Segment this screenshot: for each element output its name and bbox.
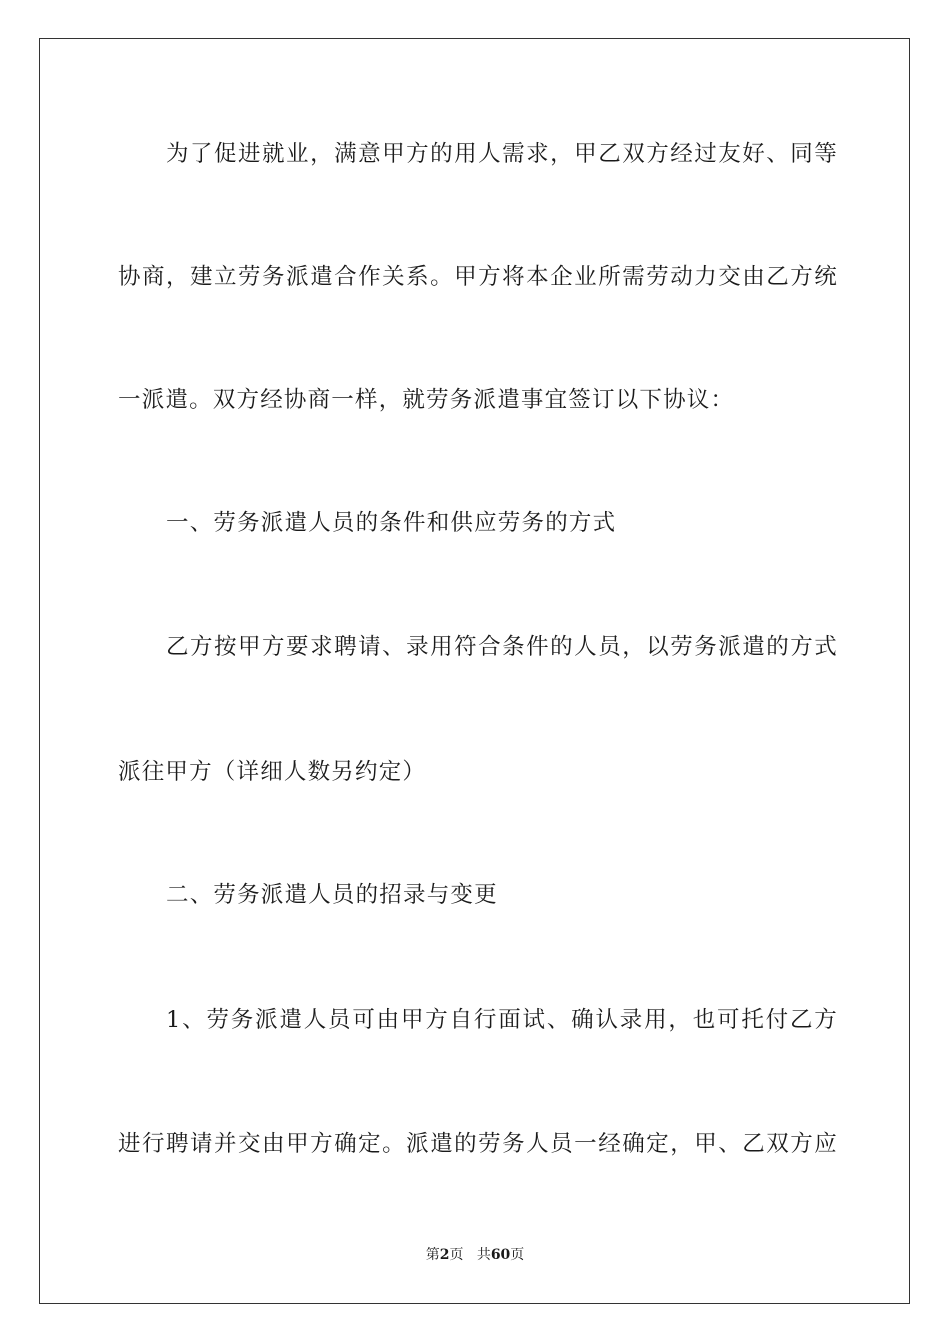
section-heading-1: 一、劳务派遣人员的条件和供应劳务的方式 bbox=[166, 510, 617, 536]
paragraph-section2-line-2: 进行聘请并交由甲方确定。派遣的劳务人员一经确定，甲、乙双方应 bbox=[118, 1131, 838, 1157]
page-footer bbox=[0, 1246, 950, 1264]
section-heading-2: 二、劳务派遣人员的招录与变更 bbox=[166, 882, 498, 908]
page-prefix: 第 bbox=[425, 1247, 440, 1263]
page-number: 2 bbox=[439, 1247, 450, 1263]
paragraph-section2-line-1: 1、劳务派遣人员可由甲方自行面试、确认录用，也可托付乙方 bbox=[166, 1007, 838, 1033]
paragraph-intro-line-3: 一派遣。双方经协商一样，就劳务派遣事宜签订以下协议： bbox=[118, 387, 735, 413]
paragraph-intro-line-2: 协商，建立劳务派遣合作关系。甲方将本企业所需劳动力交由乙方统 bbox=[118, 264, 838, 290]
paragraph-section1-line-1: 乙方按甲方要求聘请、录用符合条件的人员，以劳务派遣的方式 bbox=[166, 634, 838, 660]
total-pages: 60 bbox=[490, 1247, 511, 1263]
total-prefix: 共 bbox=[476, 1247, 491, 1263]
page-border bbox=[39, 38, 910, 1304]
total-suffix: 页 bbox=[510, 1247, 525, 1263]
paragraph-intro-line-1: 为了促进就业，满意甲方的用人需求，甲乙双方经过友好、同等 bbox=[166, 141, 838, 167]
paragraph-section1-line-2: 派往甲方（详细人数另约定） bbox=[118, 759, 427, 785]
page-suffix: 页 bbox=[449, 1247, 464, 1263]
